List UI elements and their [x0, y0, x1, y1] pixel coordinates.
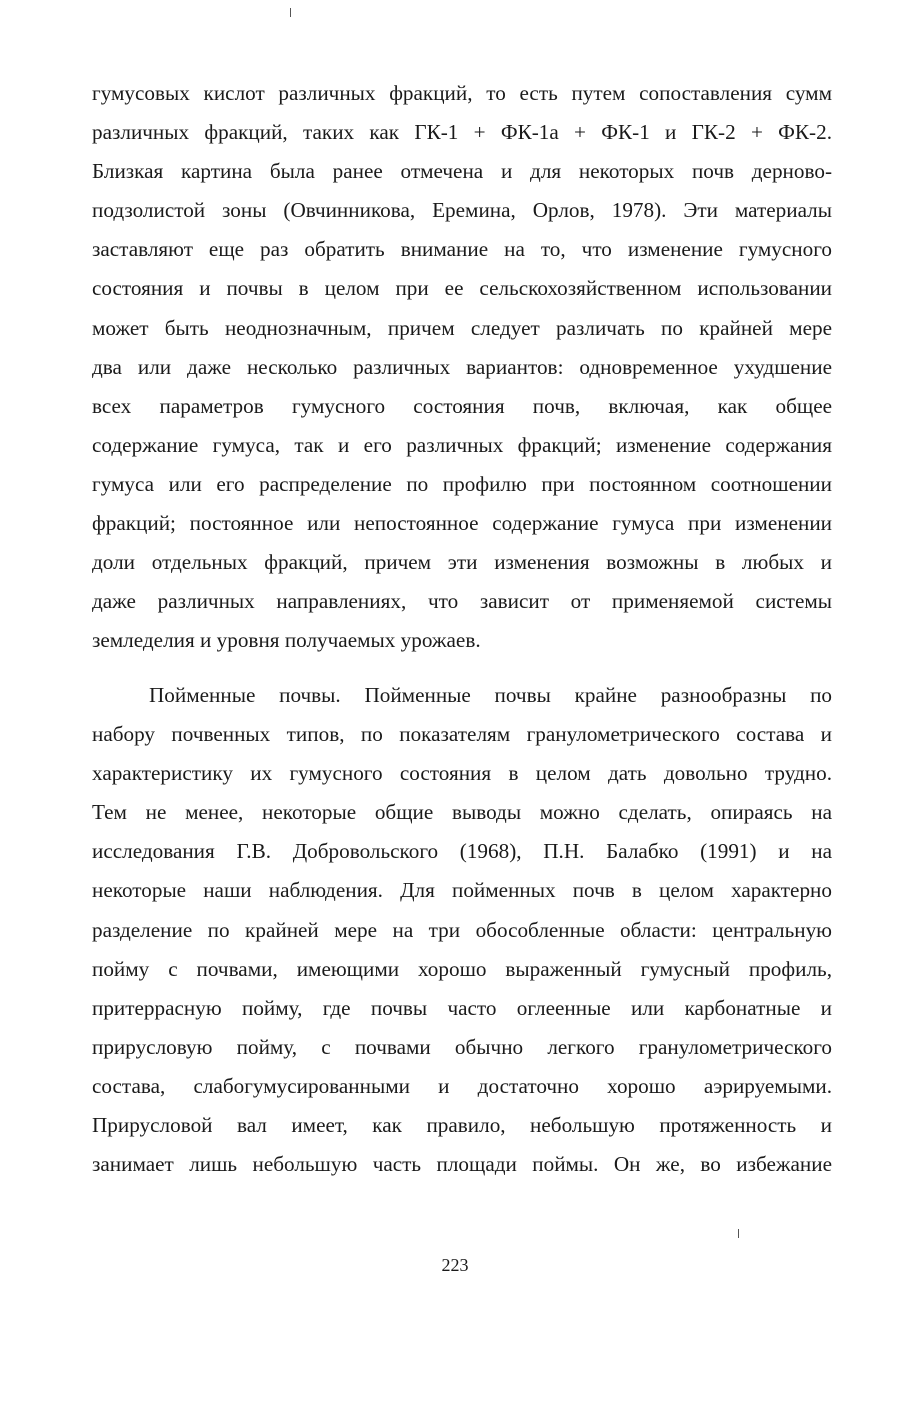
- text-line: фракций; постоянное или непостоянное содержание гумуса при изменении: [92, 511, 832, 536]
- text-line: прирусловую пойму, с почвами обычно легкого гранулометрического: [92, 1034, 832, 1059]
- text-line: Прирусловой вал имеет, как правило, небольшую протяженность и: [92, 1113, 832, 1138]
- text-line: состава, слабогумусированными и достаточно хорошо аэрируемыми.: [92, 1073, 832, 1098]
- text-line: может быть неоднозначным, причем следует различать по крайней мере: [92, 315, 832, 340]
- text-line: пойму с почвами, имеющими хорошо выраженный гумусный профиль,: [92, 956, 832, 981]
- text-line: исследования Г.В. Добровольского (1968), П.Н. Балабко (1991) и на: [92, 839, 832, 864]
- text-line: Тем не менее, некоторые общие выводы можно сделать, опираясь на: [92, 800, 832, 825]
- text-line: различных фракций, таких как ГК-1 + ФК-1а + ФК-1 и ГК-2 + ФК-2.: [92, 120, 832, 145]
- text-line: содержание гумуса, так и его различных фракций; изменение содержания: [92, 432, 832, 457]
- text-line: состояния и почвы в целом при ее сельскохозяйственном использовании: [92, 276, 832, 301]
- text-line: земледелия и уровня получаемых урожаев.: [92, 628, 481, 653]
- text-line: Близкая картина была ранее отмечена и для некоторых почв дерново-: [92, 159, 832, 184]
- text-line: Пойменные почвы. Пойменные почвы крайне разнообразны по: [149, 683, 832, 707]
- text-line: заставляют еще раз обратить внимание на то, что изменение гумусного: [92, 237, 832, 262]
- page-number: 223: [441, 1255, 469, 1275]
- text-line: два или даже несколько различных вариантов: одновременное ухудшение: [92, 354, 832, 379]
- text-line: занимает лишь небольшую часть площади поймы. Он же, во избежание: [92, 1152, 832, 1177]
- text-line: гумусовых кислот различных фракций, то есть путем сопоставления сумм: [92, 81, 832, 105]
- paragraph-1: [92, 74, 832, 660]
- text-line: набору почвенных типов, по показателям гранулометрического состава и: [92, 722, 832, 747]
- text-line: разделение по крайней мере на три обособленные области: центральную: [92, 917, 832, 942]
- scan-speck-top: [290, 8, 291, 17]
- text-line: характеристику их гумусного состояния в целом дать довольно трудно.: [92, 761, 832, 786]
- scan-speck-bottom: [738, 1229, 739, 1238]
- text-line: доли отдельных фракций, причем эти изменения возможны в любых и: [92, 550, 832, 575]
- text-line: даже различных направлениях, что зависит от применяемой системы: [92, 589, 832, 614]
- text-line: гумуса или его распределение по профилю при постоянном соотношении: [92, 471, 832, 496]
- text-line: подзолистой зоны (Овчинникова, Еремина, Орлов, 1978). Эти материалы: [92, 198, 832, 223]
- text-line: притеррасную пойму, где почвы часто оглеенные или карбонатные и: [92, 995, 832, 1020]
- text-line: всех параметров гумусного состояния почв, включая, как общее: [92, 393, 832, 418]
- paragraph-2: [92, 676, 832, 1184]
- text-line: некоторые наши наблюдения. Для пойменных почв в целом характерно: [92, 878, 832, 903]
